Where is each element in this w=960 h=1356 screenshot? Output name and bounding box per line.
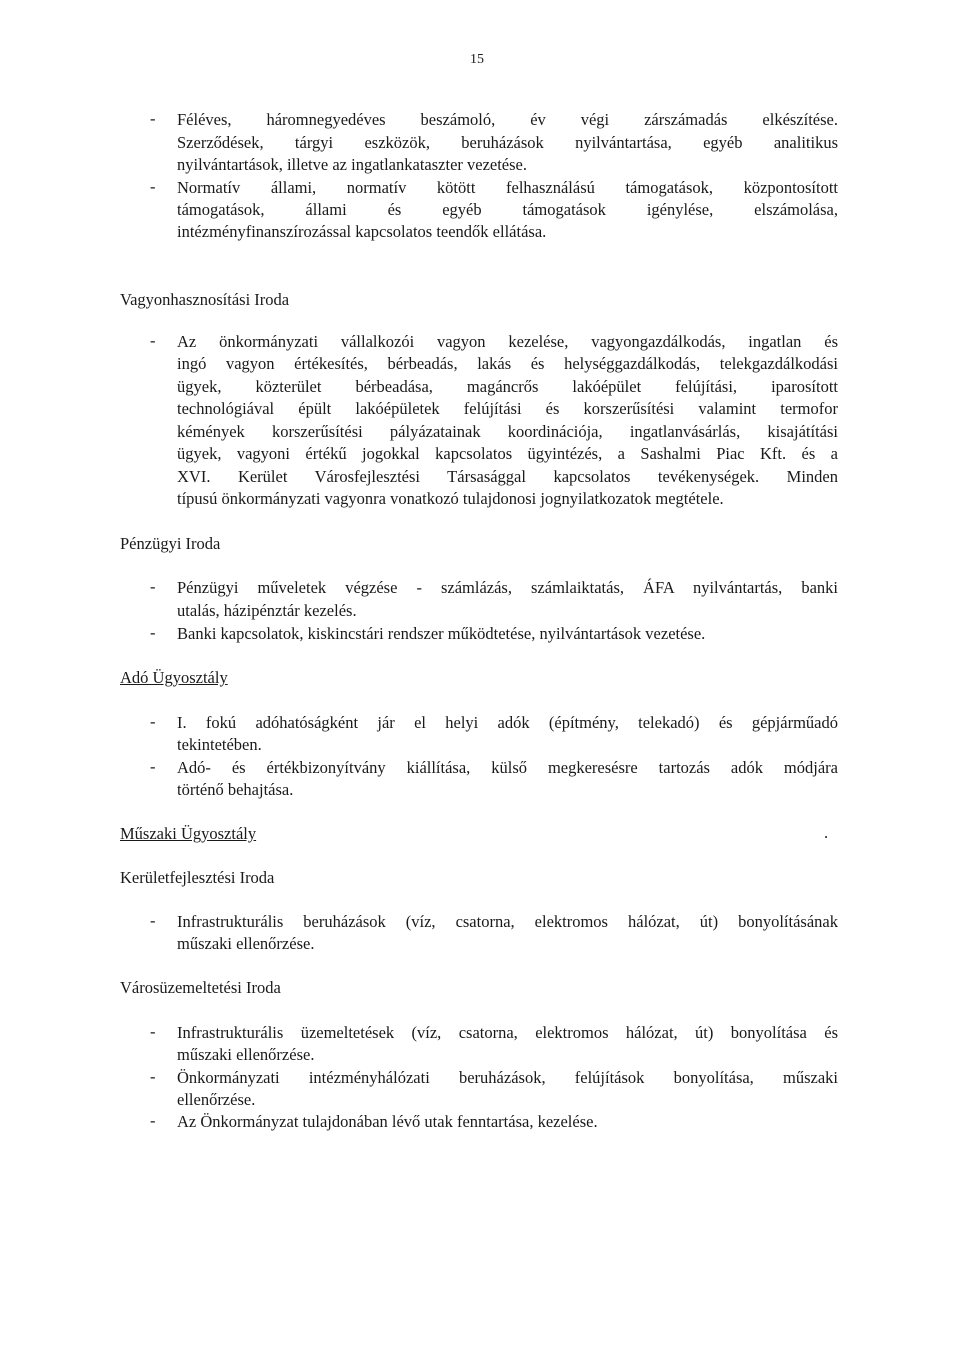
text-line: kémények korszerűsítési pályázatainak koordinációja, ingatlanvásárlás, kisajátítási [177, 422, 838, 441]
list-dash: - [150, 1111, 156, 1130]
text-line: ellenőrzése. [177, 1090, 256, 1109]
list-dash: - [150, 331, 156, 350]
text-line: Féléves, háromnegyedéves beszámoló, év végi zárszámadás elkészítése. [177, 110, 838, 129]
text-line: technológiával épült lakóépületek felújítási és korszerűsítési valamint termofor [177, 399, 838, 418]
stray-mark: . [824, 823, 829, 842]
list-dash: - [150, 177, 156, 196]
text-line: Az önkormányzati vállalkozói vagyon kezelése, vagyongazdálkodás, ingatlan és [177, 332, 838, 351]
text-line: Infrastrukturális üzemeltetések (víz, csatorna, elektromos hálózat, út) bonyolítása és [177, 1023, 838, 1042]
text-line: I. fokú adóhatóságként jár el helyi adók (építmény, telekadó) és gépjárműadó [177, 713, 838, 732]
text-line: típusú önkormányzati vagyonra vonatkozó tulajdonosi jognyilatkozatok megtétele. [177, 489, 724, 508]
list-dash: - [150, 757, 156, 776]
text-line: ügyek, közterület bérbeadása, magáncrős lakóépület felújítási, iparosított [177, 377, 838, 396]
text-line: Infrastrukturális beruházások (víz, csatorna, elektromos hálózat, út) bonyolításának [177, 912, 838, 931]
section-heading: Pénzügyi Iroda [120, 534, 221, 553]
text-line: műszaki ellenőrzése. [177, 934, 315, 953]
text-line: ügyek, vagyoni értékű jogokkal kapcsolatos ügyintézés, a Sashalmi Piac Kft. és a [177, 444, 838, 463]
list-dash: - [150, 1067, 156, 1086]
section-heading: Kerületfejlesztési Iroda [120, 868, 275, 887]
text-line: Szerződések, tárgyi eszközök, beruházások nyilvántartása, egyéb analitikus [177, 133, 838, 152]
text-line: Pénzügyi műveletek végzése - számlázás, számlaiktatás, ÁFA nyilvántartás, banki [177, 578, 838, 597]
text-line: utalás, házipénztár kezelés. [177, 601, 357, 620]
text-line: Banki kapcsolatok, kiskincstári rendszer működtetése, nyilvántartások vezetése. [177, 624, 706, 643]
text-line: Adó- és értékbizonyítvány kiállítása, külső megkeresésre tartozás adók módjára [177, 758, 838, 777]
section-heading: Vagyonhasznosítási Iroda [120, 290, 290, 309]
text-line: nyilvántartások, illetve az ingatlankataszter vezetése. [177, 155, 528, 174]
list-dash: - [150, 623, 156, 642]
list-dash: - [150, 712, 156, 731]
section-heading: Adó Ügyosztály [120, 668, 228, 687]
list-dash: - [150, 109, 156, 128]
text-line: műszaki ellenőrzése. [177, 1045, 315, 1064]
text-line: Az Önkormányzat tulajdonában lévő utak fenntartása, kezelése. [177, 1112, 598, 1131]
list-dash: - [150, 1022, 156, 1041]
list-dash: - [150, 911, 156, 930]
text-line: tekintetében. [177, 735, 262, 754]
text-line: XVI. Kerület Városfejlesztési Társasággal kapcsolatos tevékenységek. Minden [177, 467, 838, 486]
text-line: támogatások, állami és egyéb támogatások igénylése, elszámolása, [177, 200, 838, 219]
text-line: intézményfinanszírozással kapcsolatos teendők ellátása. [177, 222, 547, 241]
section-heading: Városüzemeltetési Iroda [120, 978, 281, 997]
list-dash: - [150, 577, 156, 596]
section-heading: Műszaki Ügyosztály [120, 824, 257, 843]
text-line: történő behajtása. [177, 780, 294, 799]
text-line: Normatív állami, normatív kötött felhasználású támogatások, központosított [177, 178, 838, 197]
text-line: Önkormányzati intézményhálózati beruházások, felújítások bonyolítása, műszaki [177, 1068, 838, 1087]
text-line: ingó vagyon értékesítés, bérbeadás, lakás és helységgazdálkodás, telekgazdálkodási [177, 354, 838, 373]
page-number: 15 [470, 52, 484, 67]
